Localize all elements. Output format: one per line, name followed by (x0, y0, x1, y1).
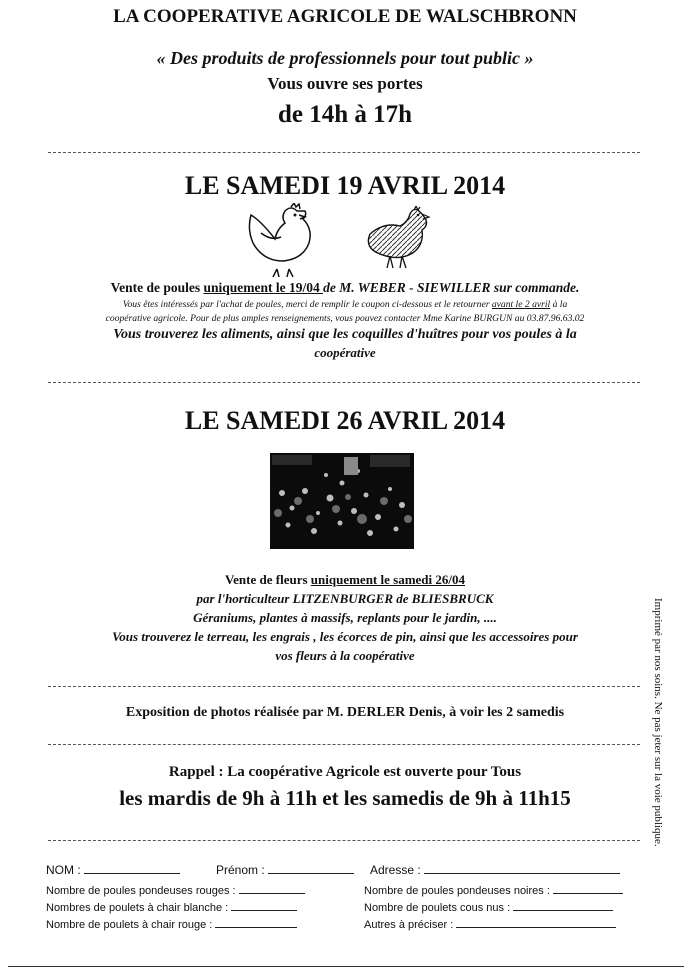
form-row-right-label: Nombre de poules pondeuses noires : (364, 885, 550, 897)
nom-line[interactable] (84, 863, 180, 874)
hen-white-icon (247, 203, 317, 277)
form-row-right[interactable] (364, 900, 613, 914)
form-row-left-label: Nombre de poules pondeuses rouges : (46, 885, 236, 897)
form-row-right-label: Autres à préciser : (364, 919, 454, 931)
flowers-photo (270, 453, 414, 549)
event1-sale-pre: Vente de poules (110, 280, 204, 295)
prenom-field[interactable] (216, 863, 354, 877)
form-row-left[interactable] (46, 883, 305, 897)
form-row-left[interactable] (46, 900, 297, 914)
event2-sale-text (0, 572, 690, 588)
form-row-left-line[interactable] (231, 900, 297, 911)
event1-info-line2: coopérative agricole. Pour de plus amples renseignements, vous pouvez contacter Mme Karine BURGUN au 03.87.96.63.02 (105, 313, 585, 324)
event1-info-post: à la (550, 299, 568, 310)
form-row-left-line[interactable] (239, 883, 305, 894)
separator (48, 152, 640, 153)
nom-label: NOM : (46, 863, 81, 877)
header-slogan: « Des produits de professionnels pour tout public » (156, 48, 534, 68)
adresse-line[interactable] (424, 863, 620, 874)
form-row-right-line[interactable] (456, 917, 616, 928)
event1-info-underline: avant le 2 avril (491, 299, 551, 310)
prenom-label: Prénom : (216, 863, 265, 877)
separator (48, 840, 640, 841)
event1-info-line1 (0, 299, 690, 310)
separator (48, 686, 640, 687)
event2-line2: par l'horticulteur LITZENBURGER de BLIESBRUCK (196, 591, 494, 606)
exposition-text: Exposition de photos réalisée par M. DERLER Denis, à voir les 2 samedis (125, 705, 565, 720)
form-row-right-line[interactable] (513, 900, 613, 911)
form-row-right-label: Nombre de poulets cous nus : (364, 902, 511, 914)
event1-date: LE SAMEDI 19 AVRIL 2014 (184, 171, 506, 200)
prenom-line[interactable] (268, 863, 354, 874)
event1-note-line1: Vous trouverez les aliments, ainsi que les coquilles d'huîtres pour vos poules à la (113, 327, 577, 342)
header-hours: de 14h à 17h (277, 101, 413, 128)
event2-sale-pre: Vente de fleurs (224, 572, 311, 587)
event2-line4: Vous trouverez le terreau, les engrais , les écorces de pin, ainsi que les accessoires pour (112, 629, 578, 644)
event2-sale-underline: uniquement le samedi 26/04 (310, 572, 466, 587)
separator (48, 382, 640, 383)
bottom-border (8, 966, 684, 967)
form-row-left-label: Nombre de poulets à chair rouge : (46, 919, 213, 931)
form-row-right[interactable] (364, 883, 623, 897)
event1-info-pre: Vous êtes intéressés par l'achat de poules, merci de remplir le coupon ci-dessous et le retourner (122, 299, 492, 310)
form-row-right-line[interactable] (553, 883, 623, 894)
reminder-line1: Rappel : La coopérative Agricole est ouverte pour Tous (168, 764, 522, 780)
nom-field[interactable] (46, 863, 180, 877)
event1-sale-text (0, 280, 690, 296)
adresse-field[interactable] (370, 863, 620, 877)
side-print-note: Imprimé par nos soins. Ne pas jeter sur la voie publique. (652, 598, 664, 847)
event1-note-line2: coopérative (314, 345, 376, 360)
event2-date: LE SAMEDI 26 AVRIL 2014 (184, 406, 506, 435)
separator (48, 744, 640, 745)
form-row-left-line[interactable] (215, 917, 297, 928)
event1-sale-underline: uniquement le 19/04 (203, 280, 324, 295)
header-title: LA COOPERATIVE AGRICOLE DE WALSCHBRONN (113, 6, 577, 27)
event2-line5: vos fleurs à la coopérative (275, 648, 415, 663)
form-row-left-label: Nombres de poulets à chair blanche : (46, 902, 229, 914)
event1-sale-post: de M. WEBER - SIEWILLER sur commande. (323, 280, 580, 295)
reminder-line2: les mardis de 9h à 11h et les samedis de 9h à 11h15 (119, 786, 571, 810)
adresse-label: Adresse : (370, 863, 421, 877)
hen-speckled-icon (362, 206, 434, 270)
header-open-text: Vous ouvre ses portes (267, 74, 423, 93)
form-row-left[interactable] (46, 917, 297, 931)
form-row-right[interactable] (364, 917, 616, 931)
event2-line3: Géraniums, plantes à massifs, replants pour le jardin, .... (193, 610, 497, 625)
